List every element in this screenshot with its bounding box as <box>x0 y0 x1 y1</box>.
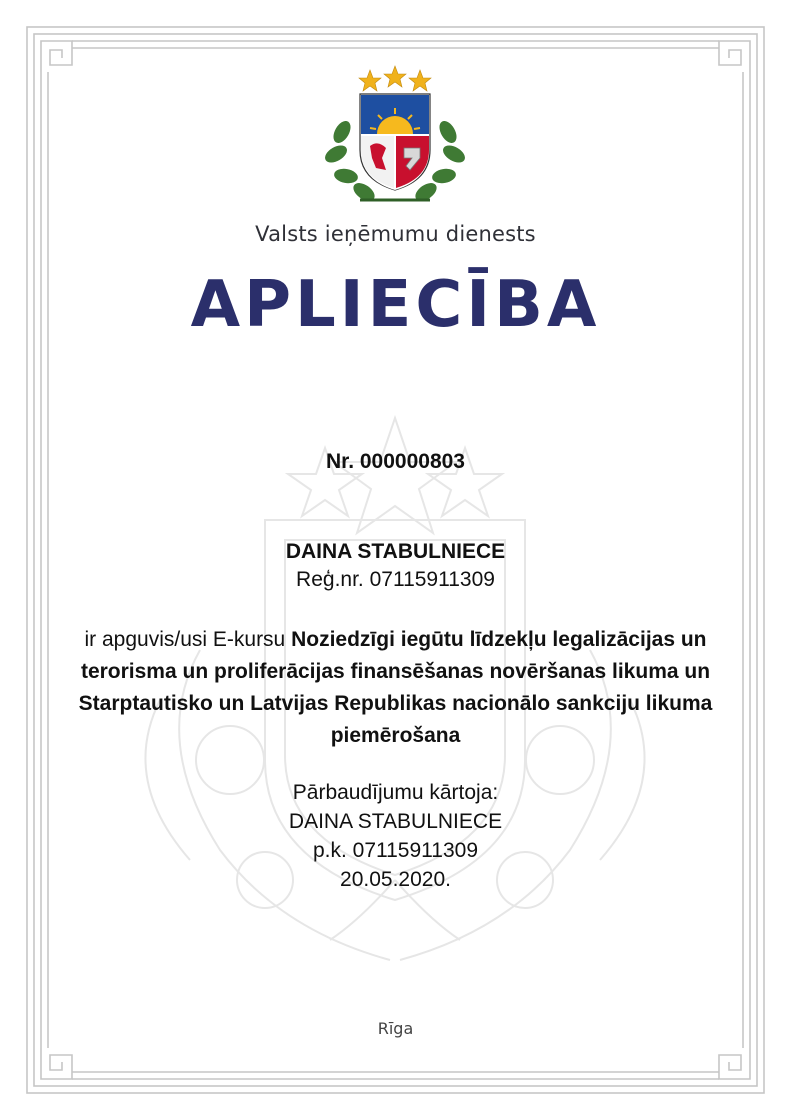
exam-name: DAINA STABULNIECE <box>288 810 503 833</box>
holder-block <box>0 538 791 594</box>
course-intro: ir apguvis/usi E-kursu <box>84 628 286 651</box>
certificate-number: Nr. 000000803 <box>326 450 465 473</box>
agency-name: Valsts ieņēmumu dienests <box>255 222 536 246</box>
course-statement <box>60 624 731 752</box>
course-name: Noziedzīgi iegūtu līdzekļu legalizācijas un terorisma un proliferācijas finansēšanas novēršanas likuma un Starptautisko un Latvijas Republikas nacionālo sankciju likuma piemērošana <box>78 628 713 747</box>
holder-registration: Reģ.nr. 07115911309 <box>296 568 495 591</box>
issue-city: Rīga <box>377 1019 414 1038</box>
coat-of-arms <box>320 62 470 212</box>
holder-name: DAINA STABULNIECE <box>285 540 506 563</box>
exam-label: Pārbaudījumu kārtoja: <box>292 781 499 804</box>
exam-block <box>0 778 791 894</box>
exam-personal-code: p.k. 07115911309 <box>312 839 479 862</box>
exam-date: 20.05.2020. <box>340 868 451 891</box>
document-title: APLIECĪBA <box>190 268 601 342</box>
